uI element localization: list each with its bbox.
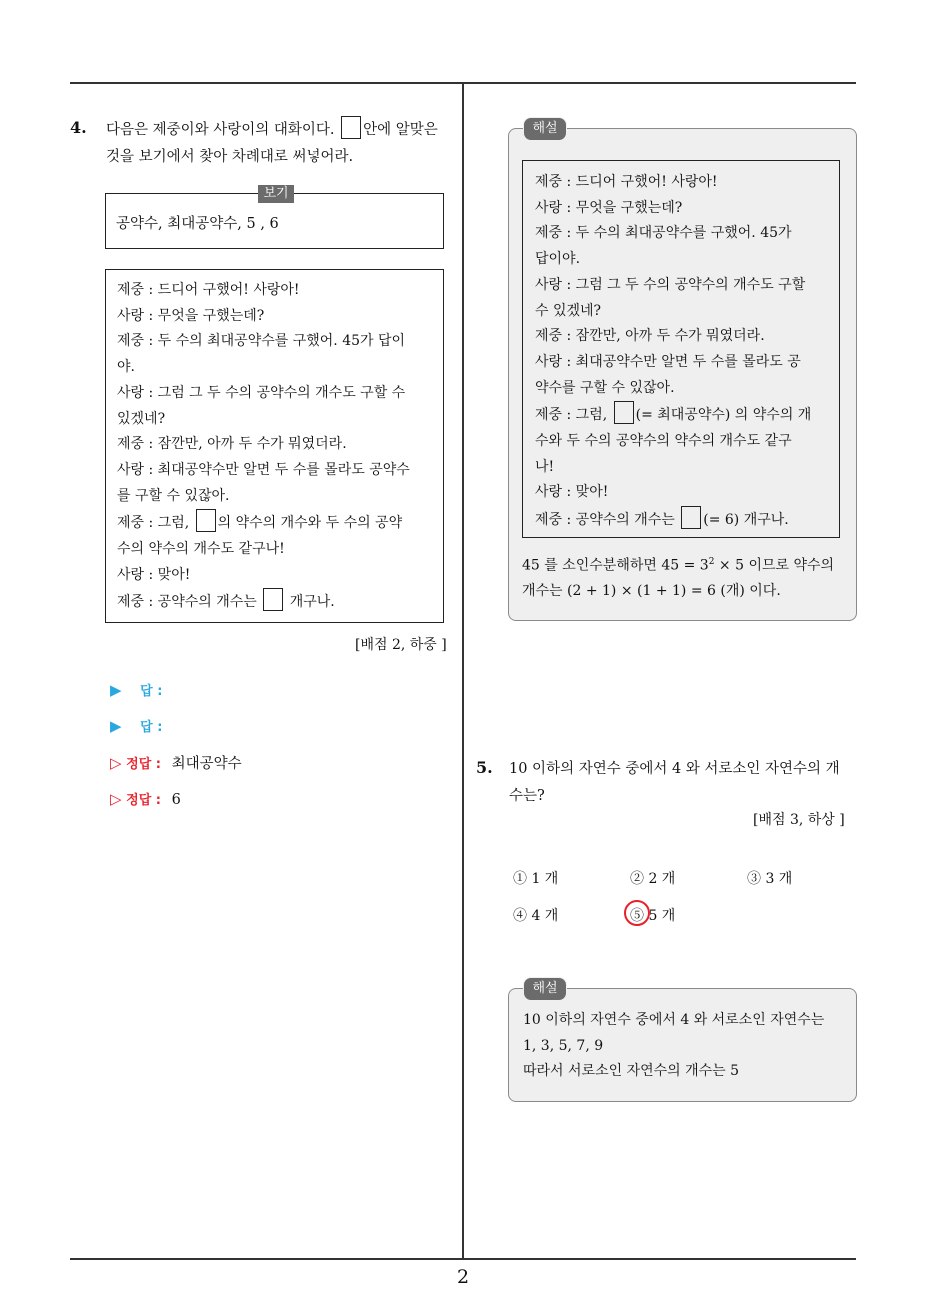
question-4-prompt	[106, 116, 438, 171]
solution-explanation	[522, 550, 834, 605]
dialog-text-part: 제중 : 그럼,	[117, 515, 190, 532]
prompt-text: 10 이하의 자연수 중에서 4 와 서로소인 자연수의 개	[509, 761, 840, 777]
answer-row-1	[110, 680, 162, 699]
solution-line: 나!	[535, 458, 555, 475]
choice-3[interactable]: ③ 3 개	[747, 871, 793, 887]
answer-blank	[196, 509, 216, 532]
prompt-text: 안에 알맞은	[363, 122, 438, 138]
answer-blank	[263, 588, 283, 611]
question-5-score: [배점 3, 하상 ]	[753, 812, 845, 828]
correct-label: 정답 :	[126, 793, 161, 808]
dialog-line: 수의 약수의 개수도 같구나!	[117, 541, 285, 558]
prompt-text: 것을 보기에서 찾아 차례대로 써넣어라.	[106, 149, 354, 165]
explanation-text-part: × 5 이므로 약수의	[714, 557, 835, 574]
correct-answer-value: 6	[171, 792, 181, 808]
bogi-text: 공약수, 최대공약수, 5 , 6	[116, 216, 279, 232]
choice-1[interactable]: ① 1 개	[513, 871, 559, 887]
question-4-number: 4.	[70, 118, 87, 137]
question-5-number: 5.	[476, 758, 493, 777]
correct-answer-row-1	[110, 752, 242, 773]
answer-label: 답 :	[140, 720, 163, 735]
bottom-rule	[70, 1258, 856, 1260]
solution-line	[535, 401, 811, 429]
bogi-label: 보기	[258, 185, 294, 203]
dialog-line	[117, 509, 410, 537]
correct-answer-value: 최대공약수	[171, 756, 242, 772]
dialog-line: 사랑 : 그럼 그 두 수의 공약수의 개수도 구할 수	[117, 384, 406, 401]
column-divider	[462, 82, 464, 1260]
answer-label: 답 :	[140, 684, 163, 699]
solution-line: 사랑 : 무엇을 구했는데?	[535, 199, 683, 216]
answer-blank	[681, 506, 701, 529]
solution-line: 제중 : 드디어 구했어! 사랑아!	[535, 174, 718, 190]
choice-5[interactable]: ⑤ 5 개	[630, 908, 676, 924]
choice-4[interactable]: ④ 4 개	[513, 908, 559, 924]
dialog-line: 있겠네?	[117, 410, 166, 427]
explanation-line	[522, 550, 834, 579]
outline-arrow-icon: ▷	[110, 790, 122, 808]
solution-line: 10 이하의 자연수 중에서 4 와 서로소인 자연수는	[523, 1012, 825, 1028]
solution-line: 수 있겠네?	[535, 302, 602, 319]
solution-line: 제중 : 두 수의 최대공약수를 구했어. 45가	[535, 225, 792, 242]
solution-line: 답이야.	[535, 251, 581, 268]
answer-blank	[341, 116, 361, 139]
solution-line: 약수를 구할 수 있잖아.	[535, 379, 675, 396]
explanation-line: 개수는 (2 + 1) × (1 + 1) = 6 (개) 이다.	[522, 583, 781, 600]
dialog-line: 사랑 : 맞아!	[117, 566, 191, 583]
answer-blank	[614, 401, 634, 424]
page-number: 2	[456, 1266, 470, 1288]
solution-dialog-text	[535, 170, 811, 534]
correct-label: 정답 :	[126, 757, 161, 772]
solution-text-part: (= 6) 개구나.	[703, 512, 789, 529]
explanation-text-part: 45 를 소인수분해하면 45 = 3	[522, 557, 709, 574]
solution-line: 사랑 : 그럼 그 두 수의 공약수의 개수도 구할	[535, 276, 806, 293]
question-4-score: [배점 2, 하중 ]	[355, 637, 447, 653]
solution-line: 1, 3, 5, 7, 9	[523, 1037, 604, 1054]
dialog-line	[117, 588, 410, 616]
answer-row-2	[110, 716, 162, 735]
solution-line: 따라서 서로소인 자연수의 개수는 5	[523, 1063, 740, 1080]
outline-arrow-icon: ▷	[110, 754, 122, 772]
question-5-prompt	[509, 756, 840, 810]
dialog-line: 사랑 : 무엇을 구했는데?	[117, 307, 265, 324]
solution-line: 사랑 : 맞아!	[535, 484, 609, 501]
solution-tag: 해설	[523, 977, 567, 1001]
correct-answer-row-2	[110, 789, 181, 808]
solution-line: 사랑 : 최대공약수만 알면 두 수를 몰라도 공	[535, 353, 801, 370]
dialog-text-part: 제중 : 공약수의 개수는	[117, 594, 257, 611]
dialog-line: 사랑 : 최대공약수만 알면 두 수를 몰라도 공약수	[117, 461, 410, 478]
dialog-line: 제중 : 잠깐만, 아까 두 수가 뭐였더라.	[117, 436, 347, 453]
exponent: 2	[708, 557, 715, 567]
solution-text-part: (= 최대공약수) 의 약수의 개	[635, 407, 812, 424]
filled-arrow-icon: ▶	[110, 717, 122, 735]
dialog-text-part: 개구나.	[289, 594, 335, 611]
solution-line	[535, 506, 811, 534]
dialog-line: 제중 : 드디어 구했어! 사랑아!	[117, 282, 300, 298]
dialog-line: 제중 : 두 수의 최대공약수를 구했어. 45가 답이	[117, 333, 406, 350]
choice-2[interactable]: ② 2 개	[630, 871, 676, 887]
solution-line: 수와 두 수의 공약수의 약수의 개수도 같구	[535, 433, 792, 450]
filled-arrow-icon: ▶	[110, 681, 122, 699]
dialog-line: 야.	[117, 359, 135, 376]
solution-5-text	[523, 1008, 824, 1085]
answer-circle-mark	[624, 900, 650, 926]
solution-tag: 해설	[523, 117, 567, 141]
solution-text-part: 제중 : 그럼,	[535, 407, 608, 424]
dialog-text	[117, 278, 410, 616]
dialog-text-part: 의 약수의 개수와 두 수의 공약	[217, 515, 403, 532]
dialog-line: 를 구할 수 있잖아.	[117, 487, 230, 504]
prompt-text: 다음은 제중이와 사랑이의 대화이다.	[106, 122, 335, 138]
solution-text-part: 제중 : 공약수의 개수는	[535, 512, 675, 529]
prompt-text: 수는?	[509, 788, 545, 804]
solution-line: 제중 : 잠깐만, 아까 두 수가 뭐였더라.	[535, 328, 765, 345]
